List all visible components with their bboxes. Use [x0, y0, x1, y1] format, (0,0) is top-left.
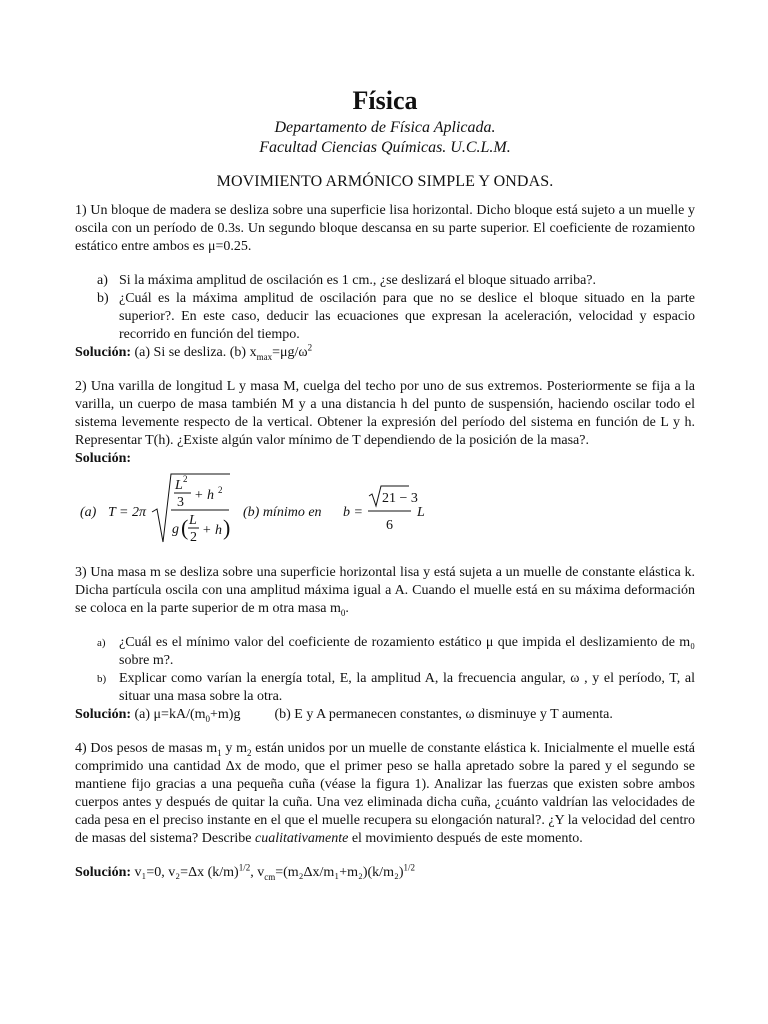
formula-T: T = 2π: [108, 505, 146, 520]
list-item: a) ¿Cuál es el mínimo valor del coeficiente de rozamiento estático μ que impida el deslizamiento de m₀ sobre m?.: [97, 635, 695, 668]
svg-text:+ h: + h: [194, 488, 214, 503]
problem-4-text: 4) Dos pesos de masas $m_1$ y $m_2$ están unidos por un muelle de constante elástica k. Inicialmente el muelle está comprimido una cantidad Δx de modo, que el primer peso se halla apretado sobre la pared y el segundo se mantiene fijo gracias a una pequeña cuña (véase la figura 1). Analizar las fuerzas que existen sobre ambos cuerpos antes y después de quitar la cuña. Una vez eliminada dicha cuña, ¿cuánto valdrían las velocidades de cada pesa en el preciso instante en el que el muelle recupera su elongación natural?. ¿Y la velocidad del centro de masas del sistema? Describe cualitativamente el movimiento después de este momento.: [75, 741, 695, 846]
svg-text:L: L: [417, 505, 425, 520]
svg-text:+ h: + h: [202, 523, 222, 538]
svg-text:(: (: [181, 515, 189, 540]
department-line: Departamento de Física Aplicada.: [274, 119, 496, 136]
problem-2-solution: Solución:: [75, 451, 132, 466]
svg-text:b =: b =: [343, 505, 363, 520]
svg-text:L: L: [189, 513, 197, 528]
svg-text:21 − 3: 21 − 3: [382, 491, 418, 506]
problem-1-text: 1) Un bloque de madera se desliza sobre una superficie lisa horizontal. Dicho bloque está sujeto a un muelle y oscila con un período de 0.3s. Un segundo bloque descansa en su parte superior. El coeficiente de rozamiento estático entre ambos es μ=0.25.: [75, 203, 695, 254]
svg-text:2: 2: [190, 530, 197, 545]
problem-3-list: [75, 634, 695, 706]
list-item: a) Si la máxima amplitud de oscilación es 1 cm., ¿se deslizará el bloque situado arriba?.: [97, 273, 597, 288]
svg-text:3: 3: [177, 495, 184, 510]
svg-text:2: 2: [183, 474, 188, 484]
section-title: MOVIMIENTO ARMÓNICO SIMPLE Y ONDAS.: [216, 173, 554, 190]
svg-text:6: 6: [386, 518, 393, 533]
faculty-line: Facultad Ciencias Químicas. U.C.L.M.: [259, 139, 511, 156]
problem-2-text: 2) Una varilla de longitud L y masa M, cuelga del techo por uno de sus extremos. Posteriormente se fija a la varilla, un cuerpo de masa también M y a una distancia h del punto de suspensión, haciendo oscilar todo el sistema levemente respecto de la vertical. Obtener la expresión del período del sistema en función de L y h. Representar T(h). ¿Existe algún valor mínimo de T dependiendo de la posición de la masa?.: [75, 379, 695, 448]
list-item: b) ¿Cuál es la máxima amplitud de oscilación para que no se deslice el bloque situado en la parte superior?. En este caso, deducir las ecuaciones que expresan la aceleración, velocidad y espacio recorrido en función del tiempo.: [97, 291, 695, 342]
formula-a: (a): [80, 505, 97, 520]
formula-graphic: [75, 472, 475, 548]
svg-text:2: 2: [218, 485, 223, 495]
formula-L: L: [175, 478, 183, 493]
svg-text:g: g: [172, 522, 179, 537]
svg-text:): ): [223, 515, 231, 540]
problem-1-list: [75, 272, 695, 344]
list-item: b) Explicar como varían la energía total, E, la amplitud A, la frecuencia angular, ω , y el período, T, al situar una masa sobre la otra.: [97, 671, 695, 704]
problem-1-solution: Solución: (a) Si se desliza. (b) $x_{max}=\mu g/\omega^2$: [75, 342, 313, 362]
formula-b: (b) mínimo en: [243, 505, 322, 520]
period-formula: [75, 472, 695, 548]
page-title: Física: [352, 86, 418, 115]
document-page: [75, 84, 695, 882]
problem-3-solution: Solución: (a) $\mu=kA/(m_0+m)g$ (b) E y A permanecen constantes, ω disminuye y T aumenta.: [75, 707, 613, 724]
problem-3-text: 3) Una masa m se desliza sobre una superficie horizontal lisa y está sujeta a un muelle de constante elástica k. Dicha partícula oscila con una amplitud máxima igual a A. Cuando el muelle está en su máxima deformación se coloca en la parte superior de m otra masa $m_0$.: [75, 565, 695, 618]
problem-4-solution: Solución: v₁=0, v₂=Δx $(k/m)^{1/2}$, $v_{cm}=(m_2\Delta x/m_1+m_2)(k/m_2)^{1/2}$: [75, 862, 416, 882]
